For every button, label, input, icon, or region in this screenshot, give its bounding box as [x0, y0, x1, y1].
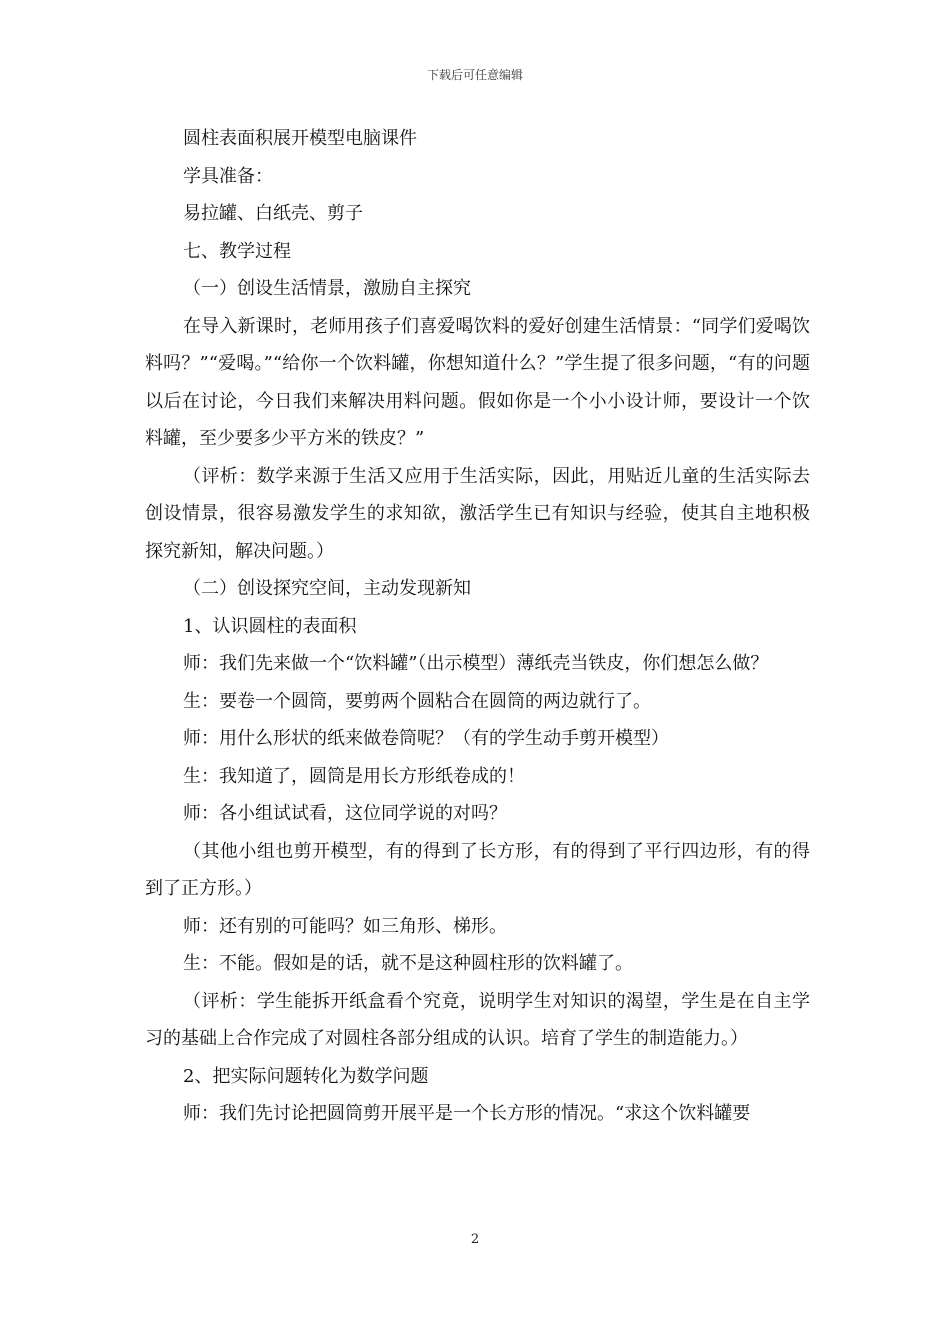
page-number: 2: [470, 1232, 480, 1247]
numbered-heading: 2、把实际问题转化为数学问题: [183, 1065, 429, 1087]
numbered-heading: 1、认识圆柱的表面积: [183, 615, 357, 637]
paragraph: 圆柱表面积展开模型电脑课件: [183, 128, 417, 149]
subsection-heading: （二）创设探究空间，主动发现新知: [183, 578, 471, 599]
dialogue-line: 师：我们先来做一个“饮料罐”（出示模型）薄纸壳当铁皮，你们想怎么做？: [183, 653, 769, 674]
dialogue-line: 生：不能。假如是的话，就不是这种圆柱形的饮料罐了。: [183, 953, 633, 974]
paragraph: （其他小组也剪开模型，有的得到了长方形，有的得到了平行四边形，有的得到了正方形。）: [145, 840, 810, 899]
dialogue-line: 师：我们先讨论把圆筒剪开展平是一个长方形的情况。“求这个饮料罐要: [183, 1103, 751, 1124]
paragraph: 学具准备：: [183, 165, 273, 187]
subsection-heading: （一）创设生活情景，激励自主探究: [183, 278, 471, 299]
paragraph: 易拉罐、白纸壳、剪子: [183, 203, 363, 224]
dialogue-line: 师：各小组试试看，这位同学说的对吗？: [183, 803, 507, 824]
section-heading: 七、教学过程: [183, 240, 291, 262]
commentary-paragraph: （评析：学生能拆开纸盒看个究竟，说明学生对知识的渴望，学生是在自主学习的基础上合作完成了对圆柱各部分组成的认识。培育了学生的制造能力。）: [145, 990, 810, 1049]
dialogue-line: 生：要卷一个圆筒，要剪两个圆粘合在圆筒的两边就行了。: [183, 690, 651, 712]
page-header: 下载后可任意编辑: [426, 68, 523, 82]
paragraph: 在导入新课时，老师用孩子们喜爱喝饮料的爱好创建生活情景：“同学们爱喝饮料吗？”“爱喝。”“给你一个饮料罐，你想知道什么？”学生提了很多问题，“有的问题以后在讨论，今日我们来解决用料问题。假如你是一个小小设计师，要设计一个饮料罐，至少要多少平方米的铁皮？”: [145, 315, 810, 449]
commentary-paragraph: （评析：数学来源于生活又应用于生活实际，因此，用贴近儿童的生活实际去创设情景，很容易激发学生的求知欲，激活学生已有知识与经验，使其自主地积极探究新知，解决问题。）: [145, 465, 810, 562]
dialogue-line: 师：还有别的可能吗？如三角形、梯形。: [183, 915, 507, 937]
dialogue-line: 师：用什么形状的纸来做卷筒呢？（有的学生动手剪开模型）: [183, 728, 669, 749]
dialogue-line: 生：我知道了，圆筒是用长方形纸卷成的！: [183, 765, 525, 787]
document-body: [145, 120, 810, 1133]
